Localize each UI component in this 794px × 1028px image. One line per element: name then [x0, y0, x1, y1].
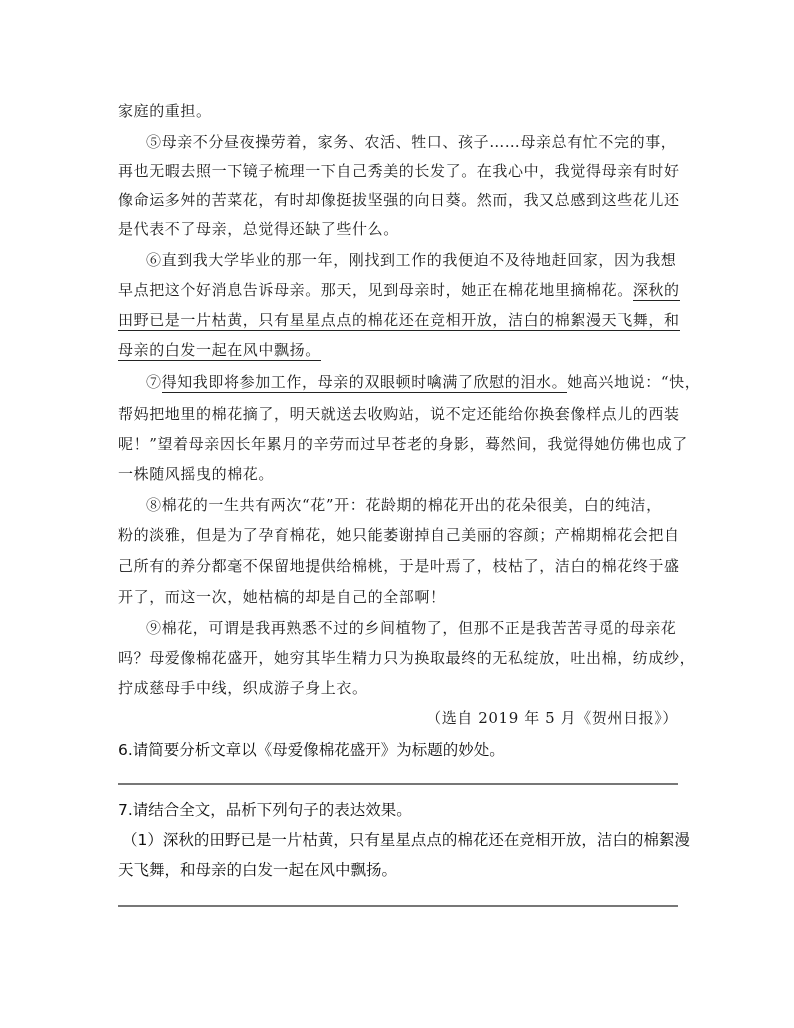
underlined-sentence-end: 母亲的白发一起在风中飘扬。	[118, 341, 321, 359]
paragraph-5-line-2: 再也无暇去照一下镜子梳理一下自己秀美的长发了。在我心中，我觉得母亲有时好	[118, 162, 680, 180]
paragraph-5-line-1: ⑤母亲不分昼夜操劳着，家务、农活、牲口、孩子……母亲总有忙不完的事，	[146, 133, 677, 151]
paragraph-8-line-4: 开了，而这一次，她枯槁的却是自己的全部啊！	[118, 588, 446, 606]
paragraph-7-line-4: 一株随风摇曳的棉花。	[118, 465, 275, 483]
paragraph-4-tail: 家庭的重担。	[118, 102, 212, 120]
paragraph-7-underlined: 得知我即将参加工作，母亲的双眼顿时噙满了欣慰的泪水。	[161, 373, 568, 391]
article-source: （选自 2019 年 5 月《贺州日报》）	[426, 709, 678, 727]
paragraph-7-line-2: 帮妈把地里的棉花摘了，明天就送去收购站，说不定还能给你换套像样点儿的西装	[118, 405, 680, 423]
underlined-sentence-start: 深秋的	[632, 281, 680, 299]
paragraph-5-line-3: 像命运多舛的苦菜花，有时却像挺拔坚强的向日葵。然而，我又总感到这些花儿还	[118, 191, 680, 209]
paragraph-6-line-3	[118, 309, 680, 330]
question-7-title: 7.请结合全文，品析下列句子的表达效果。	[118, 801, 412, 819]
paragraph-9-line-2: 吗？母爱像棉花盛开，她穷其毕生精力只为换取最终的无私绽放，吐出棉，纺成纱，	[118, 649, 696, 667]
question-7-sub-1-line-2: 天飞舞，和母亲的白发一起在风中飘扬。	[118, 861, 398, 879]
article-body	[118, 0, 701, 727]
paragraph-7-number: ⑦	[146, 373, 162, 391]
paragraph-7-line-1	[146, 371, 700, 392]
paragraph-6-line-2-plain: 早点把这个好消息告诉母亲。那天，见到母亲时，她正在棉花地里摘棉花。	[118, 281, 633, 299]
paragraph-9-line-1: ⑨棉花，可谓是我再熟悉不过的乡间植物了，但那不正是我苦苦寻觅的母亲花	[146, 619, 677, 637]
underlined-sentence-middle: 田野已是一片枯黄，只有星星点点的棉花还在竞相开放，洁白的棉絮漫天飞舞，和	[118, 311, 680, 329]
paragraph-8-line-2: 粉的淡雅，但是为了孕育棉花，她只能萎谢掉自己美丽的容颜；产棉期棉花会把自	[118, 526, 680, 544]
answer-line-q6	[118, 783, 678, 785]
question-6: 6.请简要分析文章以《母爱像棉花盛开》为标题的妙处。	[118, 741, 505, 759]
question-7-sub-1-line-1: （1）深秋的田野已是一片枯黄，只有星星点点的棉花还在竞相开放，洁白的棉絮漫	[122, 831, 690, 849]
paragraph-7-line-1-rest: 她高兴地说：“快，	[567, 373, 701, 391]
paragraph-8-line-1: ⑧棉花的一生共有两次“花”开：花龄期的棉花开出的花朵很美，白的纯洁，	[146, 496, 662, 514]
paragraph-6-line-1: ⑥直到我大学毕业的那一年，刚找到工作的我便迫不及待地赶回家，因为我想	[146, 251, 677, 269]
paragraph-6-line-4	[118, 339, 321, 360]
paragraph-8-line-3: 己所有的养分都毫不保留地提供给棉桃，于是叶焉了，枝枯了，洁白的棉花终于盛	[118, 557, 680, 575]
answer-line-q7	[118, 905, 678, 907]
paragraph-7-line-3: 呢！”望着母亲因长年累月的辛劳而过早苍老的身影，蓦然间，我觉得她仿佛也成了	[118, 435, 688, 453]
paragraph-9-line-3: 拧成慈母手中线，织成游子身上衣。	[118, 679, 368, 697]
paragraph-5-line-4: 是代表不了母亲，总觉得还缺了些什么。	[118, 220, 399, 238]
paragraph-6-line-2	[118, 279, 680, 300]
